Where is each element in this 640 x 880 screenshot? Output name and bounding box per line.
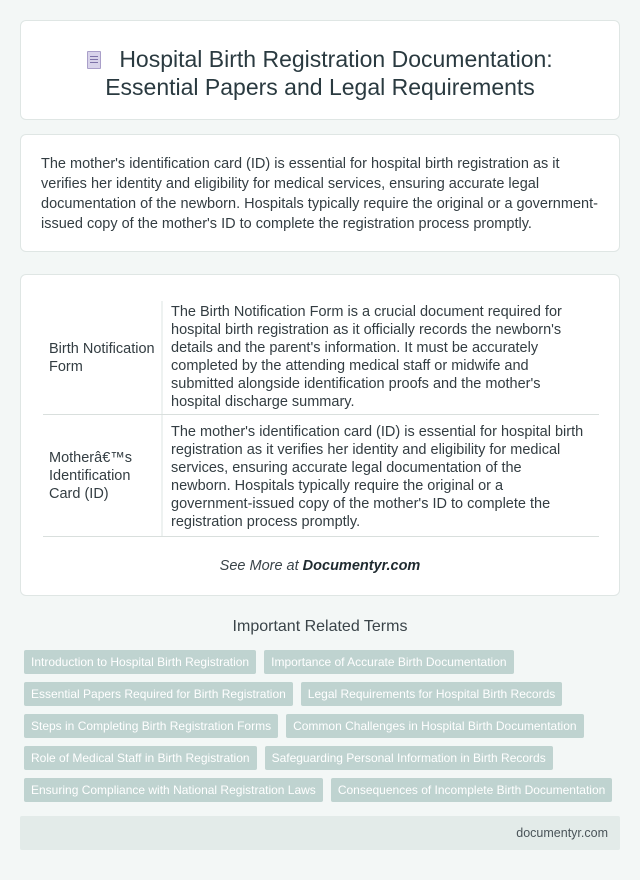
related-term-tag[interactable]: Common Challenges in Hospital Birth Documentation [286,714,583,738]
table-row-value: The Birth Notification Form is a crucial document required for hospital birth registration as it officially records the newborn's details and the parent's information. It must be accurately completed by the attending medical staff or midwife and submitted alongside identification proofs and the mother's hospital discharge summary. [171,304,562,410]
page-title [21,45,619,101]
related-term-tag[interactable]: Role of Medical Staff in Birth Registration [24,746,257,770]
related-terms-list [24,650,626,810]
see-more-link[interactable] [21,558,619,574]
table-row-value: The mother's identification card (ID) is essential for hospital birth registration as it verifies her identity and eligibility for medical services, ensuring accurate legal documentation of the newborn. Hospitals typically require the original or a government-issued copy of the mother's ID to complete the registration process promptly. [171,424,584,530]
title-card [20,20,620,120]
intro-card [20,134,620,252]
related-term-tag[interactable]: Importance of Accurate Birth Documentation [264,650,513,674]
document-icon [87,51,101,69]
related-term-tag[interactable]: Introduction to Hospital Birth Registration [24,650,256,674]
related-term-tag[interactable]: Essential Papers Required for Birth Registration [24,682,293,706]
table-row [43,415,599,537]
related-term-tag[interactable]: Steps in Completing Birth Registration Forms [24,714,278,738]
table-row-key: Birth Notification Form [49,340,155,375]
title-line-1 [21,45,619,73]
see-more-prefix: See More at [219,558,303,574]
related-terms-heading: Important Related Terms [232,618,408,635]
related-term-tag[interactable]: Consequences of Incomplete Birth Documentation [331,778,613,802]
details-card [20,274,620,596]
footer-site-link[interactable]: documentyr.com [516,826,608,840]
table-row [43,301,599,415]
intro-paragraph: The mother's identification card (ID) is essential for hospital birth registration as it verifies her identity and eligibility for medical services, ensuring accurate legal documentation of the newborn. Hospitals typically require the original or a government-issued copy of the mother's ID to complete the registration process promptly. [41,156,598,232]
footer [20,816,620,850]
related-term-tag[interactable]: Safeguarding Personal Information in Birth Records [265,746,553,770]
title-text-1: Hospital Birth Registration Documentation: [119,46,553,72]
details-table [43,301,599,537]
related-term-tag[interactable]: Legal Requirements for Hospital Birth Records [301,682,562,706]
table-row-key: Motherâ€™s Identification Card (ID) [49,449,133,502]
related-term-tag[interactable]: Ensuring Compliance with National Registration Laws [24,778,323,802]
title-line-2: Essential Papers and Legal Requirements [105,74,535,100]
see-more-site[interactable]: Documentyr.com [302,558,421,574]
